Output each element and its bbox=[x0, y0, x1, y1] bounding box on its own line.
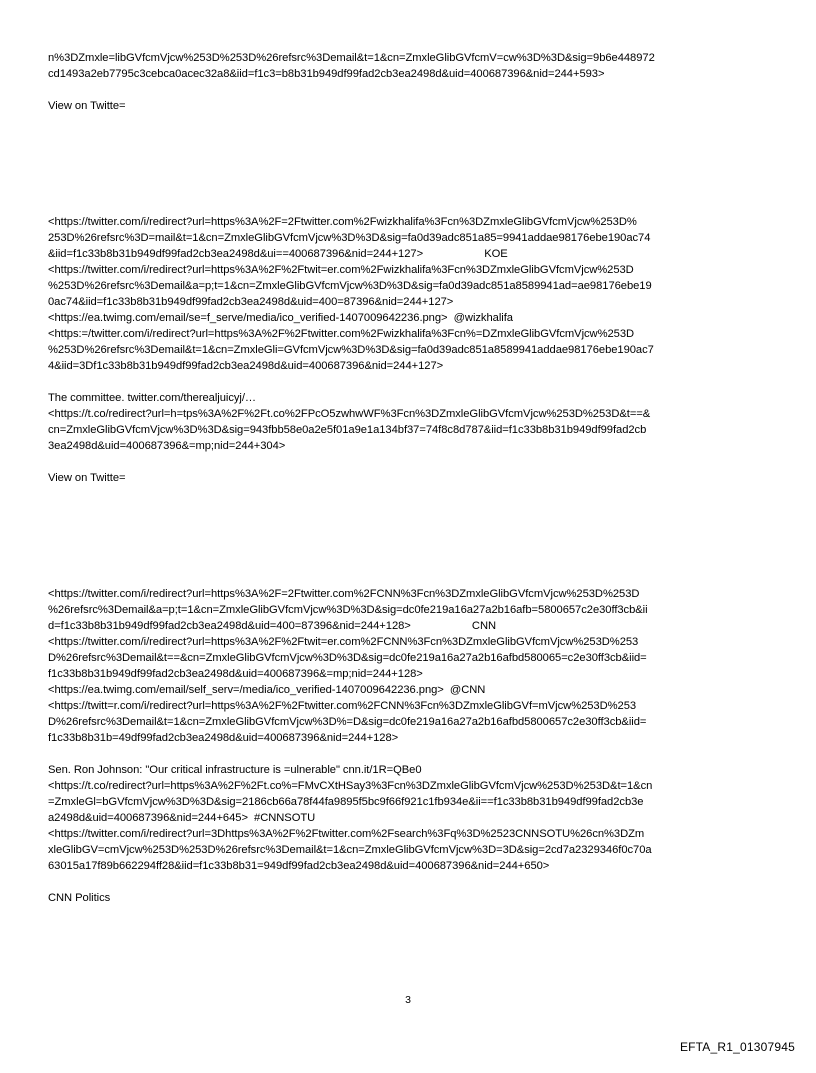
text-line: CNN Politics bbox=[48, 892, 111, 904]
text-line: <https://twitter.com/i/redirect?url=https%3A%2F%2Ftwit=er.com%2FCNN%3Fcn%3DZmxleGlibGVfcmVjcw%253D%253 bbox=[48, 636, 639, 648]
text-block-committee bbox=[48, 390, 770, 454]
text-line: %253D%26refsrc%3Demail&t=1&cn=ZmxleGli=GVfcmVjcw%3D%3D&sig=fa0d39adc851a8589941addae98176ebe190ac7 bbox=[48, 344, 654, 356]
text-block-ron-johnson bbox=[48, 762, 770, 874]
bates-stamp: EFTA_R1_01307945 bbox=[679, 1040, 795, 1054]
text-line: D%26refsrc%3Demail&t==&cn=ZmxleGlibGVfcmVjcw%3D%3D&sig=dc0fe219a16a27a2b16afbd580065=c2e30ff3cb&iid= bbox=[48, 652, 647, 664]
text-line: 63015a17f89b662294ff28&iid=f1c33b8b31=949df99fad2cb3ea2498d&uid=400687396&nid=244+650> bbox=[48, 860, 550, 872]
text-line: a2498d&uid=400687396&nid=244+645> #CNNSOTU bbox=[48, 812, 316, 824]
text-line: <https://twitter.com/i/redirect?url=3Dhttps%3A%2F%2Ftwitter.com%2Fsearch%3Fq%3D%2523CNNSOTU%26cn%3DZm bbox=[48, 828, 645, 840]
text-block-wizkhalifa-links bbox=[48, 214, 770, 374]
text-line: <https://twitt=r.com/i/redirect?url=https%3A%2F%2Ftwitter.com%2FCNN%3Fcn%3DZmxleGlibGVf=mVjcw%253D%253 bbox=[48, 700, 637, 712]
text-line: <https://ea.twimg.com/email/se=f_serve/media/ico_verified-1407009642236.png> @wizkhalifa bbox=[48, 312, 513, 324]
text-line: %26refsrc%3Demail&a=p;t=1&cn=ZmxleGlibGVfcmVjcw%3D%3D&sig=dc0fe219a16a27a2b16afb=5800657c2e30ff3cb&ii bbox=[48, 604, 648, 616]
text-line: 4&iid=3Df1c33b8b31b949df99fad2cb3ea2498d&uid=400687396&nid=244+127> bbox=[48, 360, 444, 372]
text-line: <https://ea.twimg.com/email/self_serv=/media/ico_verified-1407009642236.png> @CNN bbox=[48, 684, 486, 696]
text-line: %253D%26refsrc%3Demail&a=p;t=1&cn=ZmxleGlibGVfcmVjcw%3D%3D&sig=fa0d39adc851a8589941ad=ae98176ebe19 bbox=[48, 280, 652, 292]
text-line: <https://t.co/redirect?url=h=tps%3A%2F%2Ft.co%2FPcO5zwhwWF%3Fcn%3DZmxleGlibGVfcmVjcw%253D%253D&t==& bbox=[48, 408, 651, 420]
text-line: 3ea2498d&uid=400687396&=mp;nid=244+304> bbox=[48, 440, 286, 452]
view-on-twitter-text bbox=[48, 98, 770, 114]
document-body bbox=[48, 50, 770, 906]
text-line: f1c33b8b31b=49df99fad2cb3ea2498d&uid=400687396&nid=244+128> bbox=[48, 732, 399, 744]
text-line: D%26refsrc%3Demail&t=1&cn=ZmxleGlibGVfcmVjcw%3D%=D&sig=dc0fe219a16a27a2b16afbd5800657c2e30ff3cb&iid= bbox=[48, 716, 647, 728]
text-line: cn=ZmxleGlibGVfcmVjcw%3D%3D&sig=943fbb58e0a2e5f01a9e1a134bf37=74f8c8d787&iid=f1c33b8b31b949df99fad2cb bbox=[48, 424, 647, 436]
text-block-cnn-politics bbox=[48, 890, 770, 906]
text-line: 0ac74&iid=f1c33b8b31b949df99fad2cb3ea2498d&uid=400=87396&nid=244+127> bbox=[48, 296, 454, 308]
text-line: The committee. twitter.com/therealjuicyj/… bbox=[48, 392, 257, 404]
text-line: &iid=f1c33b8b31b949df99fad2cb3ea2498d&ui==400687396&nid=244+127> KOE bbox=[48, 248, 508, 260]
text-line: =ZmxleGl=bGVfcmVjcw%3D%3D&sig=2186cb66a78f44fa9895f5bc9f66f921c1fb934e&ii==f1c33b8b31b949df99fad2cb3e bbox=[48, 796, 644, 808]
text-line: <https://twitter.com/i/redirect?url=https%3A%2F=2Ftwitter.com%2Fwizkhalifa%3Fcn%3DZmxleGlibGVfcmVjcw%253D% bbox=[48, 216, 637, 228]
text-block-header-url bbox=[48, 50, 770, 82]
text-line: cd1493a2eb7795c3cebca0acec32a8&iid=f1c3=b8b31b949df99fad2cb3ea2498d&uid=400687396&nid=244+593> bbox=[48, 68, 605, 80]
view-on-twitter-text bbox=[48, 470, 770, 486]
text-line: d=f1c33b8b31b949df99fad2cb3ea2498d&uid=400=87396&nid=244+128> CNN bbox=[48, 620, 497, 632]
text-line: 253D%26refsrc%3D=mail&t=1&cn=ZmxleGlibGVfcmVjcw%3D%3D&sig=fa0d39adc851a85=9941addae98176ebe190ac74 bbox=[48, 232, 651, 244]
text-line: n%3DZmxle=libGVfcmVjcw%253D%253D%26refsrc%3Demail&t=1&cn=ZmxleGlibGVfcmV=cw%3D%3D&sig=9b6e448972 bbox=[48, 52, 655, 64]
page-number: 3 bbox=[405, 994, 411, 1006]
text-block-cnn-links bbox=[48, 586, 770, 746]
text-line: View on Twitte= bbox=[48, 472, 126, 484]
text-line: Sen. Ron Johnson: "Our critical infrastructure is =ulnerable" cnn.it/1R=QBe0 bbox=[48, 764, 422, 776]
text-line: f1c33b8b31b949df99fad2cb3ea2498d&uid=400687396&=mp;nid=244+128> bbox=[48, 668, 423, 680]
text-line: <https://twitter.com/i/redirect?url=https%3A%2F=2Ftwitter.com%2FCNN%3Fcn%3DZmxleGlibGVfcmVjcw%253D%253D bbox=[48, 588, 640, 600]
text-line: View on Twitte= bbox=[48, 100, 126, 112]
text-line: <https://twitter.com/i/redirect?url=https%3A%2F%2Ftwit=er.com%2Fwizkhalifa%3Fcn%3DZmxleGlibGVfcmVjcw%253D bbox=[48, 264, 634, 276]
text-line: <https://t.co/redirect?url=https%3A%2F%2Ft.co%=FMvCXtHSay3%3Fcn%3DZmxleGlibGVfcmVjcw%253D%253D&t=1&cn bbox=[48, 780, 653, 792]
text-line: <https:=/twitter.com/i/redirect?url=https%3A%2F%2Ftwitter.com%2Fwizkhalifa%3Fcn%=DZmxleGlibGVfcmVjcw%253D bbox=[48, 328, 635, 340]
text-line: xleGlibGV=cmVjcw%253D%253D%26refsrc%3Demail&t=1&cn=ZmxleGlibGVfcmVjcw%3D=3D&sig=2cd7a2329346f0c70a bbox=[48, 844, 652, 856]
